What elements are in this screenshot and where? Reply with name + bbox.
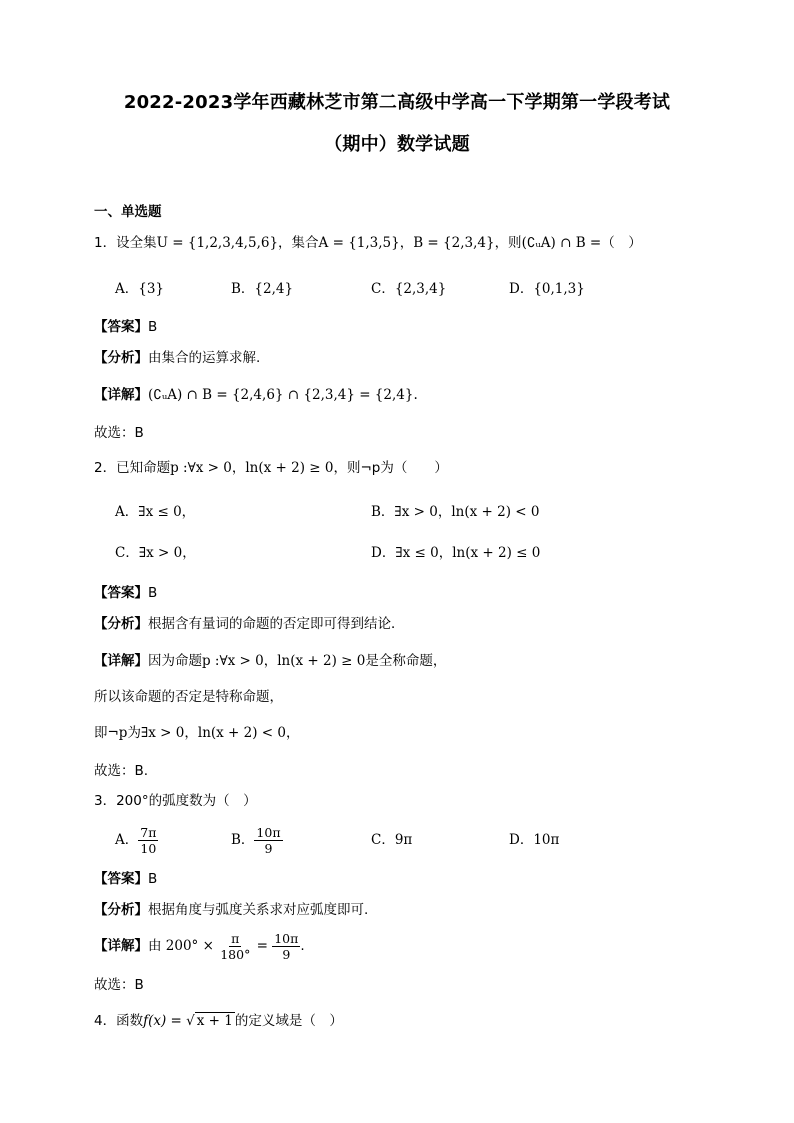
q3-option-d: D．10π — [509, 832, 560, 848]
q1-analysis: 【分析】由集合的运算求解. — [94, 350, 261, 366]
q1-choose: 故选：B — [94, 425, 144, 441]
q1-detail: 【详解】(∁ᵤA) ∩ B = {2,4,6} ∩ {2,3,4} = {2,4}. — [94, 387, 418, 403]
section-heading: 一、单选题 — [94, 204, 162, 220]
q2-choose: 故选：B. — [94, 763, 149, 779]
q2-answer: 【答案】B — [94, 585, 158, 601]
question-3-stem: 3．200°的弧度数为（ ） — [94, 793, 257, 809]
page-subtitle: （期中）数学试题 — [324, 134, 470, 155]
q2-option-b: B．∃x > 0，ln(x + 2) < 0 — [371, 504, 540, 520]
question-4-stem: 4．函数f(x) = √ x + 1 的定义域是（ ） — [94, 1013, 343, 1029]
q2-detail-3: 即¬p为∃x > 0，ln(x + 2) < 0， — [94, 725, 300, 741]
q3-analysis: 【分析】根据角度与弧度关系求对应弧度即可. — [94, 902, 369, 918]
q2-option-c: C．∃x > 0， — [115, 545, 196, 561]
q1-answer: 【答案】B — [94, 319, 158, 335]
q3-option-b: B． $\frac{10\pi}{9}$ — [231, 824, 281, 856]
question-1-stem: 1．设全集U = {1,2,3,4,5,6}，集合A = {1,3,5}，B = {2,3,4}，则(∁ᵤA) ∩ B =（ ） — [94, 235, 642, 251]
q1-option-d: D．{0,1,3} — [509, 281, 585, 297]
q3-detail: 【详解】由 200° × $\frac{\pi}{180^\circ}$ = $\frac{10\pi}{9}$ . — [94, 930, 305, 962]
q3-option-c: C．9π — [371, 832, 413, 848]
sqrt-expression: √ x + 1 — [186, 1013, 233, 1029]
q2-option-a: A．∃x ≤ 0， — [115, 504, 196, 520]
question-2-stem: 2．已知命题p :∀x > 0，ln(x + 2) ≥ 0，则¬p为（ ） — [94, 460, 448, 476]
q3-choose: 故选：B — [94, 977, 144, 993]
q3-option-a: A． $\frac{7\pi}{10}$ — [115, 824, 157, 856]
q3-answer: 【答案】B — [94, 871, 158, 887]
q1-option-c: C．{2,3,4} — [371, 281, 447, 297]
q3-option-a-fraction: $\frac{7\pi}{10}$ — [140, 824, 157, 856]
page-title: 2022-2023学年西藏林芝市第二高级中学高一下学期第一学段考试 — [123, 92, 671, 113]
q1-option-b: B．{2,4} — [231, 281, 294, 297]
q1-option-a: A．{3} — [115, 281, 165, 297]
q2-detail-1: 【详解】因为命题p :∀x > 0，ln(x + 2) ≥ 0是全称命题， — [94, 653, 447, 669]
q2-detail-2: 所以该命题的否定是特称命题， — [94, 689, 283, 705]
q3-option-b-fraction: $\frac{10\pi}{9}$ — [256, 824, 281, 856]
q2-option-d: D．∃x ≤ 0，ln(x + 2) ≤ 0 — [371, 545, 541, 561]
q3-detail-fraction-1: $\frac{\pi}{180^\circ}$ — [220, 930, 251, 962]
q2-analysis: 【分析】根据含有量词的命题的否定即可得到结论． — [94, 616, 405, 632]
q3-detail-fraction-2: $\frac{10\pi}{9}$ — [274, 930, 299, 962]
